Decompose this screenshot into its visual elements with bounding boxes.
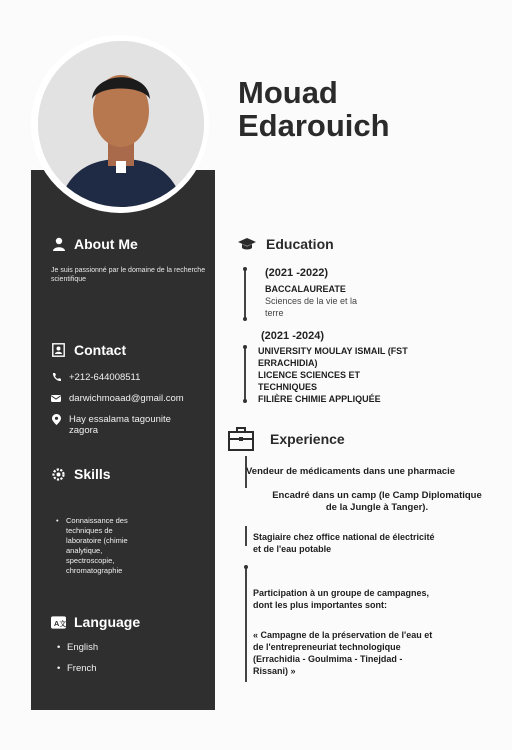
- education-title: [238, 236, 334, 252]
- education-degree: LICENCE SCIENCES ET: [258, 370, 361, 380]
- translate-icon: [51, 615, 66, 630]
- experience-line: Participation à un groupe de campagnes,: [253, 588, 430, 598]
- timeline-dot: [243, 345, 247, 349]
- education-major: FILIÈRE CHIMIE APPLIQUÉE: [258, 394, 381, 404]
- experience-timeline-3: [245, 566, 247, 682]
- experience-title: [228, 426, 345, 452]
- timeline-dot: [243, 399, 247, 403]
- timeline-dot: [244, 565, 248, 569]
- graduation-cap-icon: [238, 237, 256, 252]
- email-row: [51, 393, 216, 404]
- first-name: Mouad: [238, 75, 338, 110]
- profile-photo: [38, 41, 204, 207]
- email-text: darwichmoaad@gmail.com: [69, 393, 184, 404]
- education-timeline-2: [244, 346, 246, 402]
- skills-list-wrap: [54, 516, 144, 576]
- education-title-text: Education: [266, 236, 334, 252]
- language-list: [51, 642, 201, 674]
- education-field: Sciences de la vie et la: [265, 296, 358, 306]
- experience-line: (Errachidia - Goulmima - Tinejdad -: [253, 654, 403, 664]
- about-section: [51, 236, 211, 284]
- about-text: Je suis passionné par le domaine de la recherche scientifique: [51, 267, 206, 283]
- experience-line: de la Jungle à Tanger).: [325, 502, 429, 513]
- skills-title-text: Skills: [74, 466, 111, 482]
- skills-list: [54, 516, 144, 576]
- language-section: [51, 614, 201, 674]
- contact-title-text: Contact: [74, 342, 127, 358]
- experience-item-4: [253, 587, 429, 611]
- experience-line: de l'entrepreneuriat technologique: [253, 642, 401, 652]
- svg-text:A: A: [53, 618, 60, 628]
- education-degree: TECHNIQUES: [258, 382, 318, 392]
- education-entry-2: [258, 330, 458, 405]
- education-school: UNIVERSITY MOULAY ISMAIL (FST: [258, 346, 408, 356]
- contact-title: [51, 342, 216, 358]
- timeline-dot: [243, 317, 247, 321]
- phone-text: +212-644008511: [69, 372, 141, 383]
- education-school: ERRACHIDIA): [258, 358, 318, 368]
- experience-line: Stagiaire chez office national de électricité: [253, 532, 435, 542]
- briefcase-icon: [228, 426, 254, 452]
- experience-timeline-2: [245, 526, 247, 546]
- address-line-2: zagora: [69, 425, 99, 436]
- contact-section: [51, 342, 216, 436]
- education-entry-1: [265, 267, 395, 319]
- education-years: (2021 -2024): [261, 330, 324, 342]
- experience-line: Encadré dans un camp (le Camp Diplomatique: [272, 490, 482, 501]
- location-pin-icon: [51, 414, 61, 425]
- email-icon: [51, 393, 61, 403]
- skills-title: [51, 466, 171, 482]
- last-name: Edarouich: [238, 108, 390, 143]
- experience-section: [228, 426, 345, 452]
- experience-title-text: Experience: [270, 431, 345, 447]
- experience-line: Rissani) »: [253, 666, 296, 676]
- timeline-dot: [243, 267, 247, 271]
- svg-text:文: 文: [59, 620, 66, 628]
- experience-item-5: [253, 629, 432, 677]
- about-title-text: About Me: [74, 236, 138, 252]
- experience-line: et de l'eau potable: [253, 544, 332, 554]
- address-line-1: Hay essalama tagounite: [69, 414, 171, 425]
- education-field: terre: [265, 308, 284, 318]
- skills-section: [51, 466, 171, 482]
- education-section: [238, 236, 334, 252]
- full-name: [238, 76, 390, 142]
- experience-item-3: [253, 531, 435, 555]
- phone-row: [51, 372, 216, 383]
- experience-item-1: Vendeur de médicaments dans une pharmacie: [246, 466, 456, 477]
- experience-line: « Campagne de la préservation de l'eau et: [253, 630, 433, 640]
- language-title-text: Language: [74, 614, 141, 630]
- experience-line: dont les plus importantes sont:: [253, 600, 388, 610]
- phone-icon: [51, 372, 61, 382]
- user-icon: [51, 237, 66, 252]
- education-timeline-1: [244, 268, 246, 320]
- language-title: [51, 614, 201, 630]
- address-row: [51, 414, 216, 436]
- experience-item-2: [247, 490, 507, 514]
- skill-item: • Connaissance des techniques de laboratoire (chimie analytique, spectroscopie, chromatographie: [54, 516, 144, 576]
- about-title: [51, 236, 211, 252]
- education-years: (2021 -2022): [265, 267, 328, 279]
- address-text: [69, 414, 171, 436]
- gear-icon: [51, 467, 66, 482]
- language-item: • French: [55, 663, 201, 674]
- language-item: • English: [55, 642, 201, 653]
- education-degree: BACCALAUREATE: [265, 284, 346, 294]
- contact-card-icon: [51, 343, 66, 358]
